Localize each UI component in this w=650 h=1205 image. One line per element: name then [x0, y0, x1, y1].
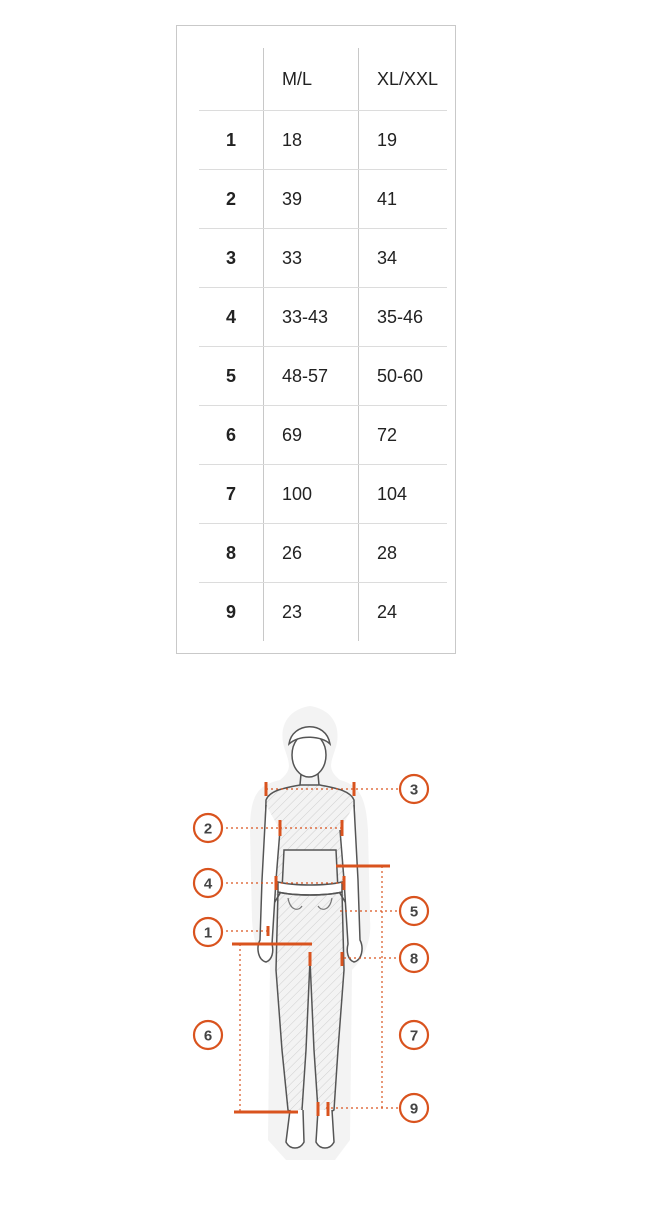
cell-xl-xxl: 72 [359, 406, 448, 465]
header-ml: M/L [264, 48, 359, 111]
measurement-diagram [0, 670, 650, 1200]
cell-xl-xxl: 50-60 [359, 347, 448, 406]
cell-xl-xxl: 28 [359, 524, 448, 583]
cell-ml: 33-43 [264, 288, 359, 347]
table-row [199, 170, 447, 229]
table-row [199, 406, 447, 465]
callout-label: 3 [409, 781, 419, 799]
table-row [199, 465, 447, 524]
cell-xl-xxl: 19 [359, 111, 448, 170]
callout-5 [400, 897, 428, 925]
table-row [199, 347, 447, 406]
table-row [199, 524, 447, 583]
table-row [199, 288, 447, 347]
callout-9 [400, 1094, 428, 1122]
callout-7 [400, 1021, 428, 1049]
row-number: 1 [199, 111, 264, 170]
row-number: 7 [199, 465, 264, 524]
cell-xl-xxl: 24 [359, 583, 448, 642]
size-table [199, 48, 447, 641]
cell-ml: 26 [264, 524, 359, 583]
cell-ml: 100 [264, 465, 359, 524]
table-row [199, 111, 447, 170]
table-row [199, 229, 447, 288]
callout-3 [400, 775, 428, 803]
row-number: 9 [225, 601, 236, 622]
cell-xl-xxl: 41 [359, 170, 448, 229]
table-row [199, 583, 447, 642]
size-chart-card [176, 25, 456, 654]
row-number: 8 [199, 524, 264, 583]
row-number: 2 [199, 170, 264, 229]
header-xl-xxl: XL/XXL [359, 48, 448, 111]
cell-ml: 69 [264, 406, 359, 465]
callout-label: 7 [409, 1027, 419, 1045]
cell-xl-xxl: 34 [359, 229, 448, 288]
row-number: 6 [199, 406, 264, 465]
callout-label: 4 [203, 875, 213, 893]
body-measurement-illustration [0, 670, 650, 1200]
callout-8 [400, 944, 428, 972]
callout-6 [194, 1021, 222, 1049]
cell-ml: 48-57 [264, 347, 359, 406]
callout-2 [194, 814, 222, 842]
callout-label: 2 [203, 820, 213, 838]
cell-ml: 18 [264, 111, 359, 170]
row-number: 3 [199, 229, 264, 288]
callout-label: 8 [409, 950, 419, 968]
callout-label: 5 [409, 903, 419, 921]
callout-1 [194, 918, 222, 946]
callout-label: 6 [203, 1027, 213, 1045]
cell-xl-xxl: 35-46 [359, 288, 448, 347]
table-header-row [199, 48, 447, 111]
header-empty-cell [199, 48, 264, 111]
callout-label: 1 [203, 924, 213, 942]
callout-4 [194, 869, 222, 897]
cell-ml: 33 [264, 229, 359, 288]
cell-ml: 23 [264, 583, 359, 642]
cell-ml: 39 [264, 170, 359, 229]
callout-label: 9 [409, 1100, 419, 1118]
cell-xl-xxl: 104 [359, 465, 448, 524]
row-number: 5 [199, 347, 264, 406]
row-number: 4 [199, 288, 264, 347]
